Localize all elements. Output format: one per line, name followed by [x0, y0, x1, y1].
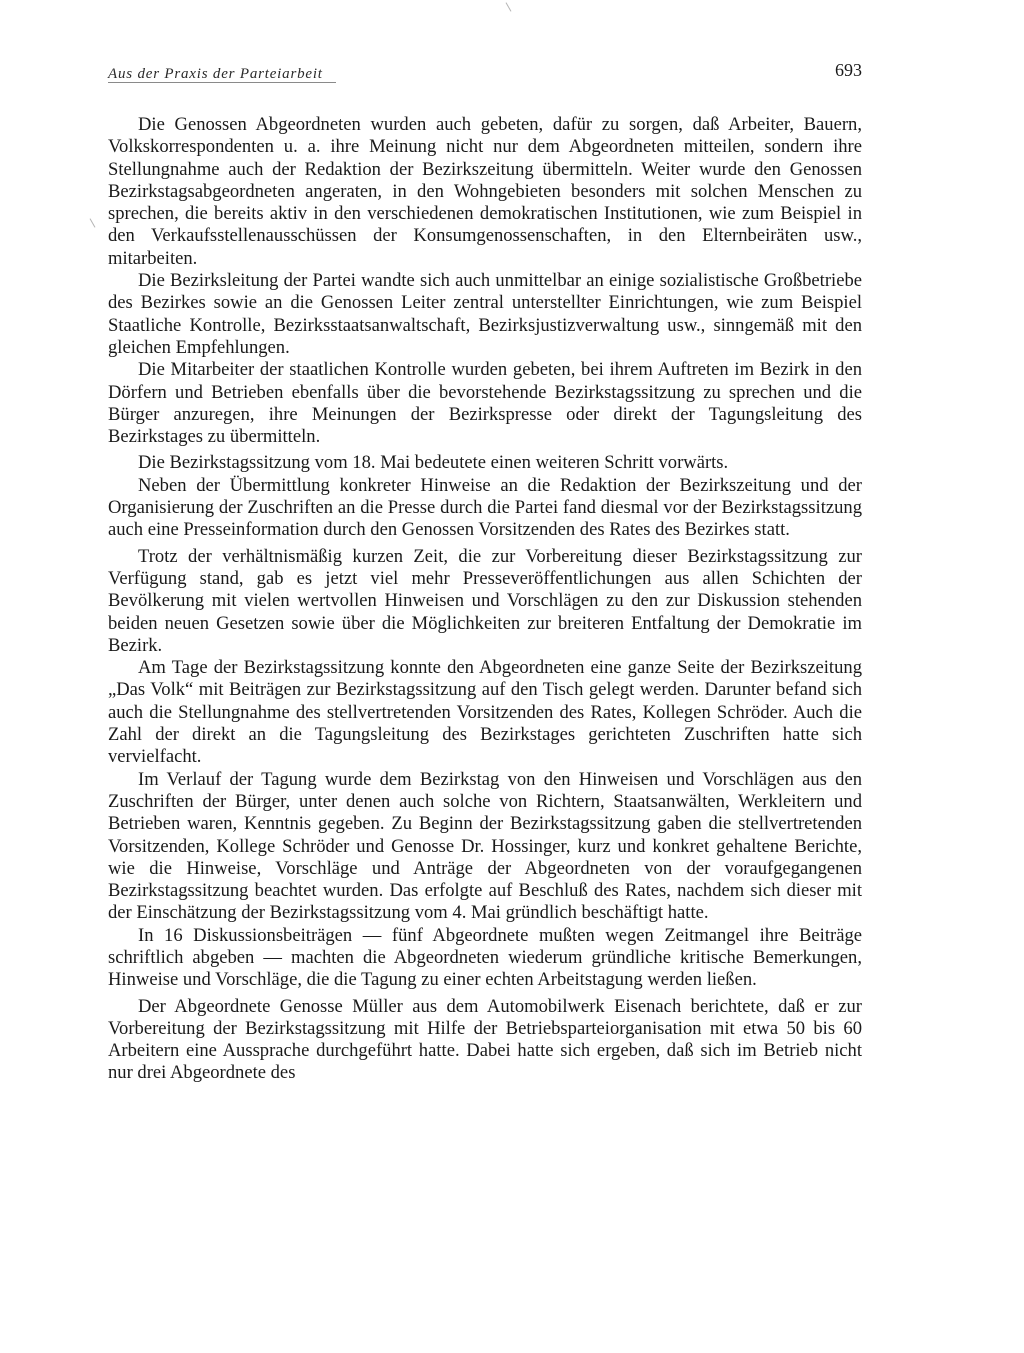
scan-mark [90, 218, 96, 227]
header-rule [108, 82, 336, 83]
scan-mark [506, 2, 512, 11]
paragraph: In 16 Diskussionsbeiträgen — fünf Abgeordnete mußten wegen Zeitmangel ihre Beiträge schriftlich abgeben — machten die Abgeordneten wiederum gründliche kritische Bemerkungen, Hinweise und Vorschläge, die die Tagung zu einer echten Arbeitstagung werden ließen. [108, 924, 862, 991]
paragraph: Neben der Übermittlung konkreter Hinweise an die Redaktion der Bezirkszeitung und der Organisierung der Zuschriften an die Presse durch die Partei fand diesmal vor der Bezirkstagssitzung auch eine Presseinformation durch den Genossen Vorsitzenden des Rates des Bezirkes statt. [108, 474, 862, 541]
page-header [108, 60, 862, 84]
paragraph: Der Abgeordnete Genosse Müller aus dem Automobilwerk Eisenach berichtete, daß er zur Vorbereitung der Bezirkstagssitzung mit Hilfe der Betriebsparteiorganisation mit etwa 50 bis 60 Arbeitern eine Aussprache durchgeführt hatte. Dabei hatte sich ergeben, daß sich im Betrieb nicht nur drei Abgeordnete des [108, 995, 862, 1084]
paragraph: Trotz der verhältnismäßig kurzen Zeit, die zur Vorbereitung dieser Bezirkstagssitzung zur Verfügung stand, gab es jetzt viel mehr Presseveröffentlichungen aus allen Schichten der Bevölkerung mit vielen wertvollen Hinweisen und Vorschlägen zu den zur Diskussion stehenden beiden neuen Gesetzen sowie über die Möglichkeiten zur breiteren Entfaltung der Demokratie im Bezirk. [108, 545, 862, 656]
paragraph: Im Verlauf der Tagung wurde dem Bezirkstag von den Hinweisen und Vorschlägen aus den Zuschriften der Bürger, unter denen auch solche von Richtern, Staatsanwälten, Werkleitern und Betrieben waren, Kenntnis gegeben. Zu Beginn der Bezirkstagssitzung gaben die stellvertretenden Vorsitzenden, Kollege Schröder und Genosse Dr. Hossinger, kurz und konkret gehaltene Berichte, wie die Hinweise, Vorschläge und Anträge der Abgeordneten von der voraufgegangenen Bezirkstagssitzung beachtet wurden. Das erfolgte auf Beschluß des Rates, nachdem sich dieser mit der Einschätzung der Bezirkstagssitzung vom 4. Mai gründlich beschäftigt hatte. [108, 768, 862, 924]
page-number: 693 [835, 60, 862, 80]
paragraph: Die Genossen Abgeordneten wurden auch gebeten, dafür zu sorgen, daß Arbeiter, Bauern, Volkskorrespondenten u. a. ihre Meinung nicht nur dem Abgeordneten mitteilen, sondern ihre Stellungnahme auch der Redaktion der Bezirkszeitung übermitteln. Weiter wurde den Genossen Bezirkstagsabgeordneten angeraten, in den Wohngebieten besonders mit solchen Menschen zu sprechen, die bereits aktiv in den verschiedenen demokratischen Institutionen, wie zum Beispiel in den Verkaufsstellenausschüssen der Konsumgenossenschaften, in den Elternbeiräten usw., mitarbeiten. [108, 114, 862, 269]
paragraph: Am Tage der Bezirkstagssitzung konnte den Abgeordneten eine ganze Seite der Bezirkszeitung „Das Volk“ mit Beiträgen zur Bezirkstagssitzung auf den Tisch gelegt werden. Darunter befand sich auch die Stellungnahme des stellvertretenden Vorsitzenden des Rates, Kollegen Schröder. Auch die Zahl der direkt an die Tagungsleitung des Bezirkstages gerichteten Zuschriften hatte sich vervielfacht. [108, 657, 862, 768]
running-title: Aus der Praxis der Parteiarbeit [108, 66, 323, 82]
paragraph: Die Bezirkstagssitzung vom 18. Mai bedeutete einen weiteren Schritt vorwärts. [138, 452, 729, 474]
paragraph: Die Mitarbeiter der staatlichen Kontrolle wurden gebeten, bei ihrem Auftreten im Bezirk in den Dörfern und Betrieben ebenfalls über die bevorstehende Bezirkstagssitzung zu sprechen und die Bürger anzuregen, ihre Meinungen der Bezirkspresse oder direkt der Tagungsleitung des Bezirkstages zu übermitteln. [108, 359, 862, 448]
paragraph: Die Bezirksleitung der Partei wandte sich auch unmittelbar an einige sozialistische Großbetriebe des Bezirkes sowie an die Genossen Leiter zentral unterstellter Einrichtungen, wie zum Beispiel Staatliche Kontrolle, Bezirksstaatsanwaltschaft, Bezirksjustizverwaltung usw., sinngemäß mit den gleichen Empfehlungen. [108, 270, 862, 358]
article-body [108, 114, 862, 1085]
